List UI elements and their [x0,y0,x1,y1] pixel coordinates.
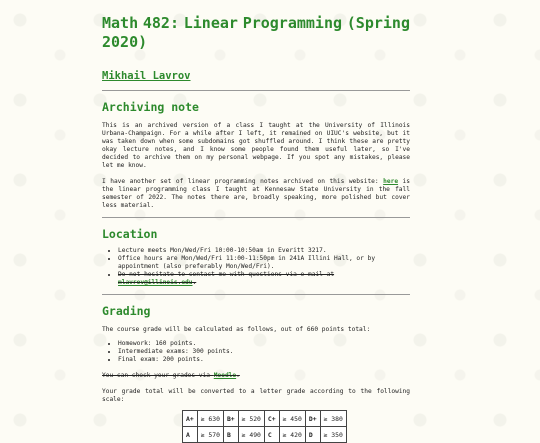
location-list [102,247,410,287]
email-link[interactable]: mlavrov@illinois.edu [118,279,193,286]
grade-scale-table [182,410,347,443]
text: Do not hesitate to contact me with questions via e-mail at [118,271,335,278]
divider [102,217,410,218]
title-word: Linear [183,14,238,32]
list-item: • Homework: 160 points. [118,340,410,348]
archiving-paragraph-2 [102,178,410,210]
text: is the linear programming class I taught at Kennesaw State University in the fall semester of 2022. The notes there are, broadly speaking, more polished but cover less material. [102,178,410,209]
grade-threshold: ≥ 450 [279,411,305,427]
grade-letter: D [305,427,320,443]
text: You can check your grades via [102,372,214,379]
title-word: Programming [242,14,343,32]
title-word: (Spring [346,14,410,32]
title-word: Math [102,14,139,32]
grading-list [102,340,410,364]
section-heading-grading: Grading [102,304,151,318]
title-line-1 [102,14,410,33]
text: I have another set of linear programming notes archived on this website: [102,178,384,185]
divider [102,294,410,295]
text: . [192,279,197,286]
title-word: 482: [142,14,179,32]
list-item: • Final exam: 200 points. [118,356,410,364]
page-content [102,14,410,443]
section-heading-location: Location [102,227,158,241]
divider [102,90,410,91]
list-item: • Intermediate exams: 300 points. [118,348,410,356]
text: . [236,372,240,379]
grade-threshold: ≥ 520 [238,411,264,427]
grade-letter: A+ [183,411,198,427]
title-line-2: 2020) [102,33,148,51]
grade-letter: D+ [305,411,320,427]
grading-intro: The course grade will be calculated as follows, out of 660 points total: [102,326,371,333]
grade-letter: C+ [264,411,279,427]
table-row [183,411,347,427]
grade-letter: A [183,427,198,443]
archiving-paragraph-1: This is an archived version of a class I taught at the University of Illinois Urbana-Champaign. For a while after I left, it remained on UIUC's website, but it was taken down when some subdomains got shuffled around. I think these are pretty okay lecture notes, and I know some people found them useful later, so I've decided to archive them on my personal webpage. If you spot any mistakes, please let me know. [102,122,410,169]
grade-threshold: ≥ 350 [320,427,346,443]
here-link[interactable]: here [383,178,399,185]
page-title [102,14,410,52]
grade-threshold: ≥ 420 [279,427,305,443]
grade-threshold: ≥ 570 [197,427,223,443]
grade-letter: C [264,427,279,443]
list-item: • Lecture meets Mon/Wed/Fri 10:00-10:50am in Everitt 3217. [118,247,410,255]
grade-letter: B+ [223,411,238,427]
list-item [118,271,410,287]
grade-letter: B [223,427,238,443]
author-name: Mikhail Lavrov [102,70,191,82]
moodle-link[interactable]: Moodle [213,372,237,379]
scale-intro: Your grade total will be converted to a letter grade according to the following scale: [102,388,410,403]
table-row [183,427,347,443]
list-item: • Office hours are Mon/Wed/Fri 11:00-11:50pm in 241A Illini Hall, or by appointment (also preferably Mon/Wed/Fri). [118,255,410,271]
section-heading-archiving: Archiving note [102,100,199,114]
grade-threshold: ≥ 630 [197,411,223,427]
grade-threshold: ≥ 490 [238,427,264,443]
grade-threshold: ≥ 380 [320,411,346,427]
grades-check-note [102,372,410,380]
